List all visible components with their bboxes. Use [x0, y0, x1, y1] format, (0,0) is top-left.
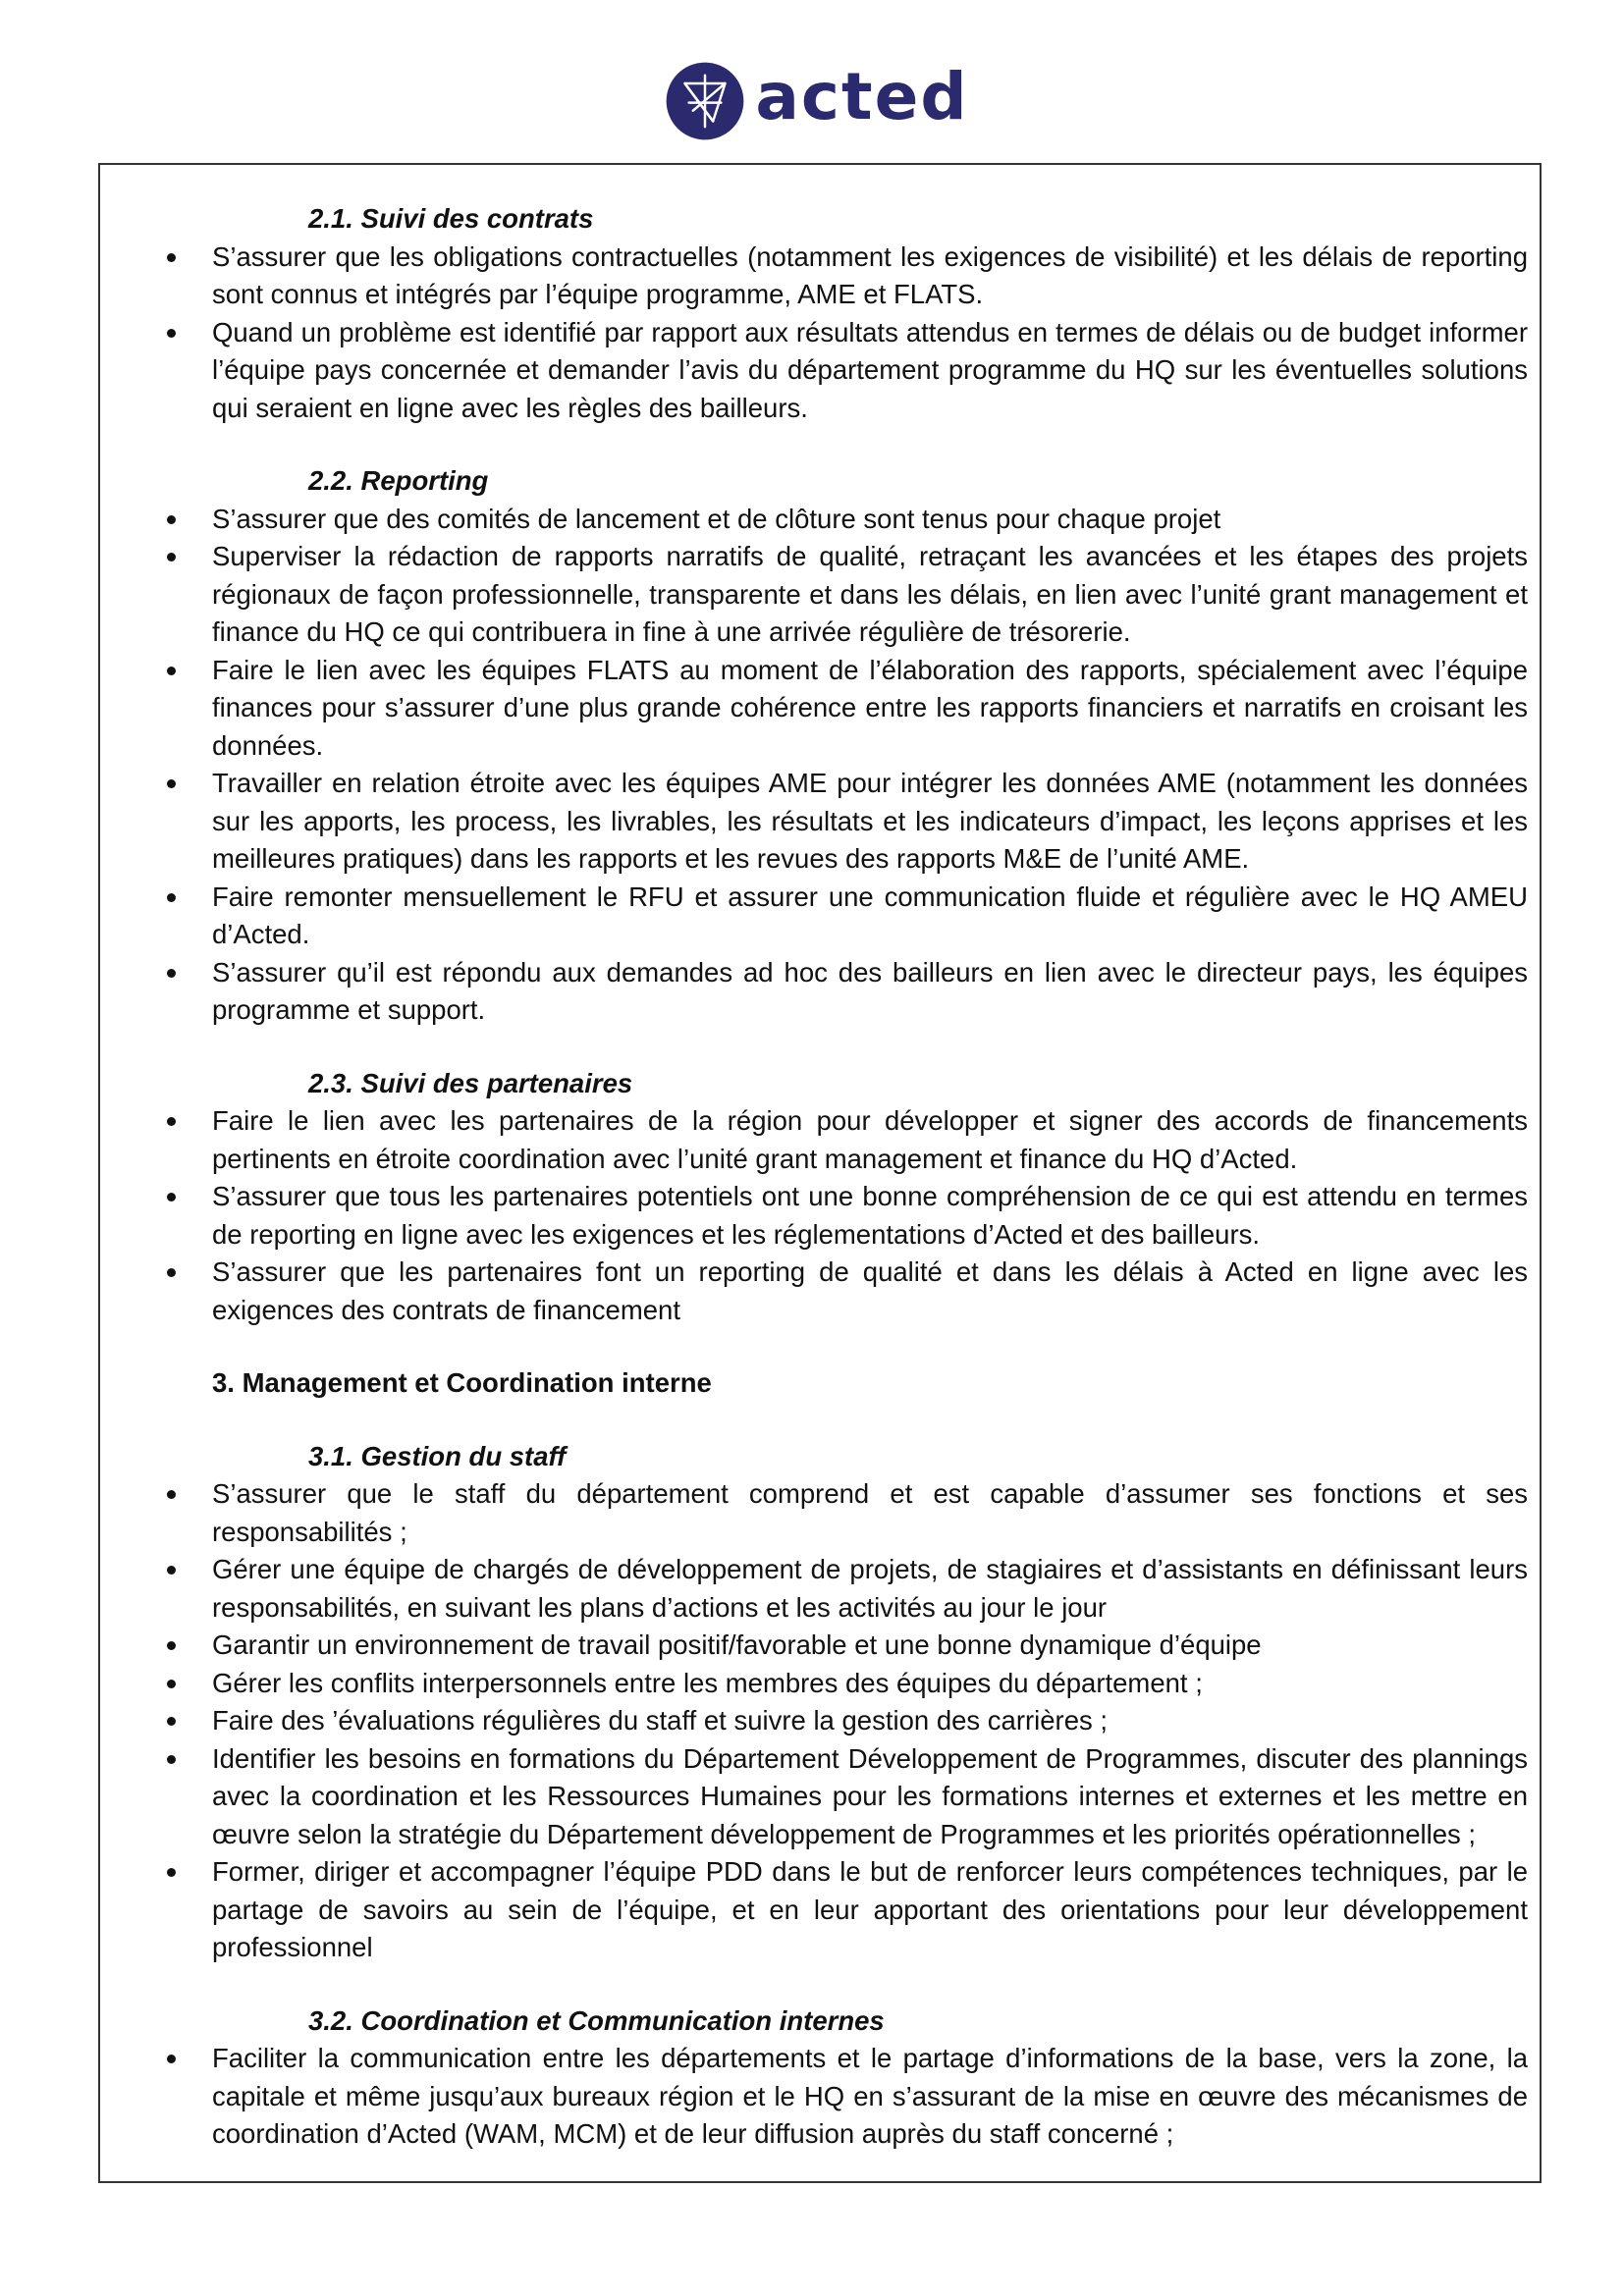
- bullet-list: [161, 1102, 1528, 1329]
- bullet-item: S’assurer que tous les partenaires potentiels ont une bonne compréhension de ce qui est attendu en termes de reporting en ligne avec les exigences et les réglementations d’Acted et des bailleurs.: [161, 1178, 1528, 1254]
- logo-wordmark: acted: [755, 59, 969, 134]
- subsection-heading: 3.2. Coordination et Communication internes: [308, 2004, 885, 2036]
- document-body: [161, 200, 1528, 2154]
- bullet-item: Faciliter la communication entre les départements et le partage d’informations de la base, vers la zone, la capitale et même jusqu’aux bureaux région et le HQ en s’assurant de la mise en œuvre des mécanismes de coordination d’Acted (WAM, MCM) et de leur diffusion auprès du staff concerné ;: [161, 2040, 1528, 2154]
- subsection-heading: 2.3. Suivi des partenaires: [308, 1067, 633, 1098]
- subsection-heading: 2.1. Suivi des contrats: [308, 203, 594, 234]
- bullet-item: Garantir un environnement de travail positif/favorable et une bonne dynamique d’équipe: [161, 1627, 1528, 1665]
- bullet-item: Faire des ’évaluations régulières du staff et suivre la gestion des carrières ;: [161, 1702, 1528, 1740]
- section-spacer: [161, 1967, 1528, 2002]
- bullet-list: [161, 239, 1528, 428]
- section-spacer: [161, 1329, 1528, 1364]
- bullet-list: [161, 1475, 1528, 1967]
- bullet-item: Quand un problème est identifié par rapport aux résultats attendus en termes de délais ou de budget informer l’équipe pays concernée et demander l’avis du département programme du HQ sur les éventuelles solutions qui seraient en ligne avec les règles des bailleurs.: [161, 314, 1528, 428]
- bullet-item: S’assurer que des comités de lancement et de clôture sont tenus pour chaque projet: [161, 501, 1528, 539]
- logo-group: [665, 61, 968, 141]
- bullet-item: Identifier les besoins en formations du Département Développement de Programmes, discuter des plannings avec la coordination et les Ressources Humaines pour les formations internes et externes et les mettre en œuvre selon la stratégie du Département développement de Programmes et les priorités opérationnelles ;: [161, 1740, 1528, 1854]
- bullet-item: Travailler en relation étroite avec les équipes AME pour intégrer les données AME (notamment les données sur les apports, les process, les livrables, les résultats et les indicateurs d’impact, les leçons apprises et les meilleures pratiques) dans les rapports et les revues des rapports M&E de l’unité AME.: [161, 765, 1528, 879]
- bullet-item: S’assurer que les obligations contractuelles (notamment les exigences de visibilité) et les délais de reporting sont connus et intégrés par l’équipe programme, AME et FLATS.: [161, 239, 1528, 314]
- bullet-item: Faire le lien avec les équipes FLATS au moment de l’élaboration des rapports, spécialement avec l’équipe finances pour s’assurer d’une plus grande cohérence entre les rapports financiers et narratifs en croisant les données.: [161, 652, 1528, 766]
- section-spacer: [161, 1030, 1528, 1065]
- bullet-item: Gérer les conflits interpersonnels entre les membres des équipes du département ;: [161, 1665, 1528, 1703]
- acted-emblem-icon: [665, 61, 745, 141]
- bullet-item: Faire remonter mensuellement le RFU et assurer une communication fluide et régulière avec le HQ AMEU d’Acted.: [161, 879, 1528, 954]
- bullet-item: Faire le lien avec les partenaires de la région pour développer et signer des accords de financements pertinents en étroite coordination avec l’unité grant management et finance du HQ d’Acted.: [161, 1102, 1528, 1178]
- section-spacer: [161, 1403, 1528, 1438]
- section-heading: 3. Management et Coordination interne: [212, 1367, 712, 1398]
- bullet-item: S’assurer qu’il est répondu aux demandes ad hoc des bailleurs en lien avec le directeur pays, les équipes programme et support.: [161, 954, 1528, 1030]
- section-spacer: [161, 427, 1528, 462]
- bullet-item: Former, diriger et accompagner l’équipe PDD dans le but de renforcer leurs compétences techniques, par le partage de savoirs au sein de l’équipe, et en leur apportant des orientations pour leur développement professionnel: [161, 1853, 1528, 1967]
- bullet-item: Gérer une équipe de chargés de développement de projets, de stagiaires et d’assistants en définissant leurs responsabilités, en suivant les plans d’actions et les activités au jour le jour: [161, 1551, 1528, 1627]
- bullet-item: Superviser la rédaction de rapports narratifs de qualité, retraçant les avancées et les étapes des projets régionaux de façon professionnelle, transparente et dans les délais, en lien avec l’unité grant management et finance du HQ ce qui contribuera in fine à une arrivée régulière de trésorerie.: [161, 538, 1528, 652]
- bullet-item: S’assurer que le staff du département comprend et est capable d’assumer ses fonctions et ses responsabilités ;: [161, 1475, 1528, 1551]
- bullet-list: [161, 501, 1528, 1030]
- header-logo: [0, 61, 1624, 141]
- bullet-item: S’assurer que les partenaires font un reporting de qualité et dans les délais à Acted en ligne avec les exigences des contrats de financement: [161, 1254, 1528, 1329]
- subsection-heading: 2.2. Reporting: [308, 465, 489, 496]
- subsection-heading: 3.1. Gestion du staff: [308, 1440, 567, 1471]
- bullet-list: [161, 2040, 1528, 2154]
